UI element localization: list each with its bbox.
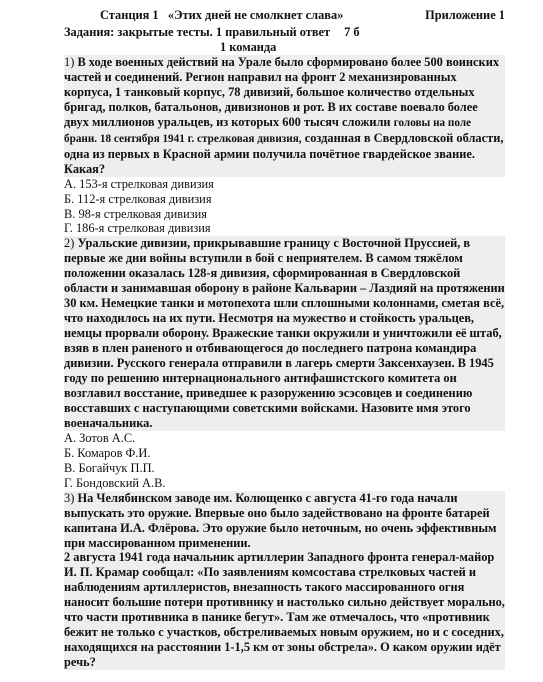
question-text: В ходе военных действий на Урале было сформировано более 500 воинских частей и соединений. Регион направил на фронт 2 механизированных корпуса, 1 танковый корпус, 78 дивизий, большое количество отдельных бригад, полков, батальонов, дивизионов и рот. В их составе воевало более двух миллионов уральцев, из которых 600 тысяч сложили bbox=[64, 55, 500, 129]
answer-option: В. 98-я стрелковая дивизия bbox=[64, 206, 207, 221]
question-number: 2) bbox=[64, 236, 75, 251]
answer-option: Г. 186-я стрелковая дивизия bbox=[64, 221, 211, 236]
question-3-quote: 2 августа 1941 года начальник артиллерии Западного фронта генерал-майор И. П. Крамар сообщал: «По заявлениям комсостава стрелковых частей и наблюдениям артиллеристов, внезапность такого массированного огня наносит большие потери противнику и настолько сильно действует морально, что части противника в панике бегут». Там же отмечалось, что «противник бежит не только с участков, обстреливаемых новым оружием, но и с соседних, находящихся на расстоянии 1-1,5 км от зоны обстрела». О каком оружии идёт речь? bbox=[64, 550, 505, 670]
question-number: 1) bbox=[64, 55, 75, 69]
station-title: Станция 1 «Этих дней не смолкнет слава» bbox=[100, 8, 344, 22]
question-text: головы на поле брани. 18 сентября 1941 г. стрелковая дивизия, bbox=[64, 116, 472, 145]
question-2 bbox=[64, 236, 505, 430]
answer-option: Б. 112-я стрелковая дивизия bbox=[64, 191, 212, 206]
question-text: Уральские дивизии, прикрывавшие границу с Восточной Пруссией, в первые же дни войны вступили в бой с неприятелем. В самом тяжёлом положении оказалась 128-я дивизия, сформированная в Свердловской области и занимавшая оборону в районе Кальварии – Лаздияй на протяжении 30 км. Немецкие танки и мотопехота шли сплошными колоннами, сметая всё, что находилось на их пути. Несмотря на мужество и стойкость уральцев, немцы прорвали оборону. Вражеские танки окружили и уничтожили её штаб, взяв в плен раненого и отбивающегося до последнего патрона командира дивизии. Русского генерала отправили в лагерь смерти Заксенхаузен. В 1945 году по решению интернационального антифашистского комитета он возглавил восстание, приведшее к разоружению эсэсовцев и соединению восставших с наступающими советскими войсками. Назовите имя этого военачальника. bbox=[64, 236, 505, 430]
question-number: 3) bbox=[64, 490, 75, 505]
task-title: Задания: закрытые тесты. 1 правильный ответ bbox=[64, 25, 331, 39]
question-text: созданная в Свердловской области, одна из первых в Красной армии получила почётное гвардейское звание. Какая? bbox=[64, 130, 504, 176]
answer-option: Б. Комаров Ф.И. bbox=[64, 445, 151, 460]
appendix-label: Приложение 1 bbox=[425, 8, 505, 22]
question-3 bbox=[64, 491, 505, 551]
task-line bbox=[64, 25, 505, 40]
question-text: На Челябинском заводе им. Колющенко с августа 41-го года начали выпускать это оружие. Впервые оно было задействовано на фронте батарей капитана И.А. Флёрова. Это оружие было неточным, но очень эффективным при массированном применении. bbox=[64, 490, 497, 550]
answer-option: А. Зотов А.С. bbox=[64, 430, 136, 445]
team-label: 1 команда bbox=[220, 40, 277, 54]
answer-option: В. Богайчук П.П. bbox=[64, 460, 155, 475]
question-1 bbox=[64, 55, 505, 177]
header bbox=[64, 8, 505, 25]
answer-option: А. 153-я стрелковая дивизия bbox=[64, 176, 214, 191]
task-points: 7 б bbox=[344, 25, 360, 39]
answer-option: Г. Бондовский А.В. bbox=[64, 475, 166, 490]
